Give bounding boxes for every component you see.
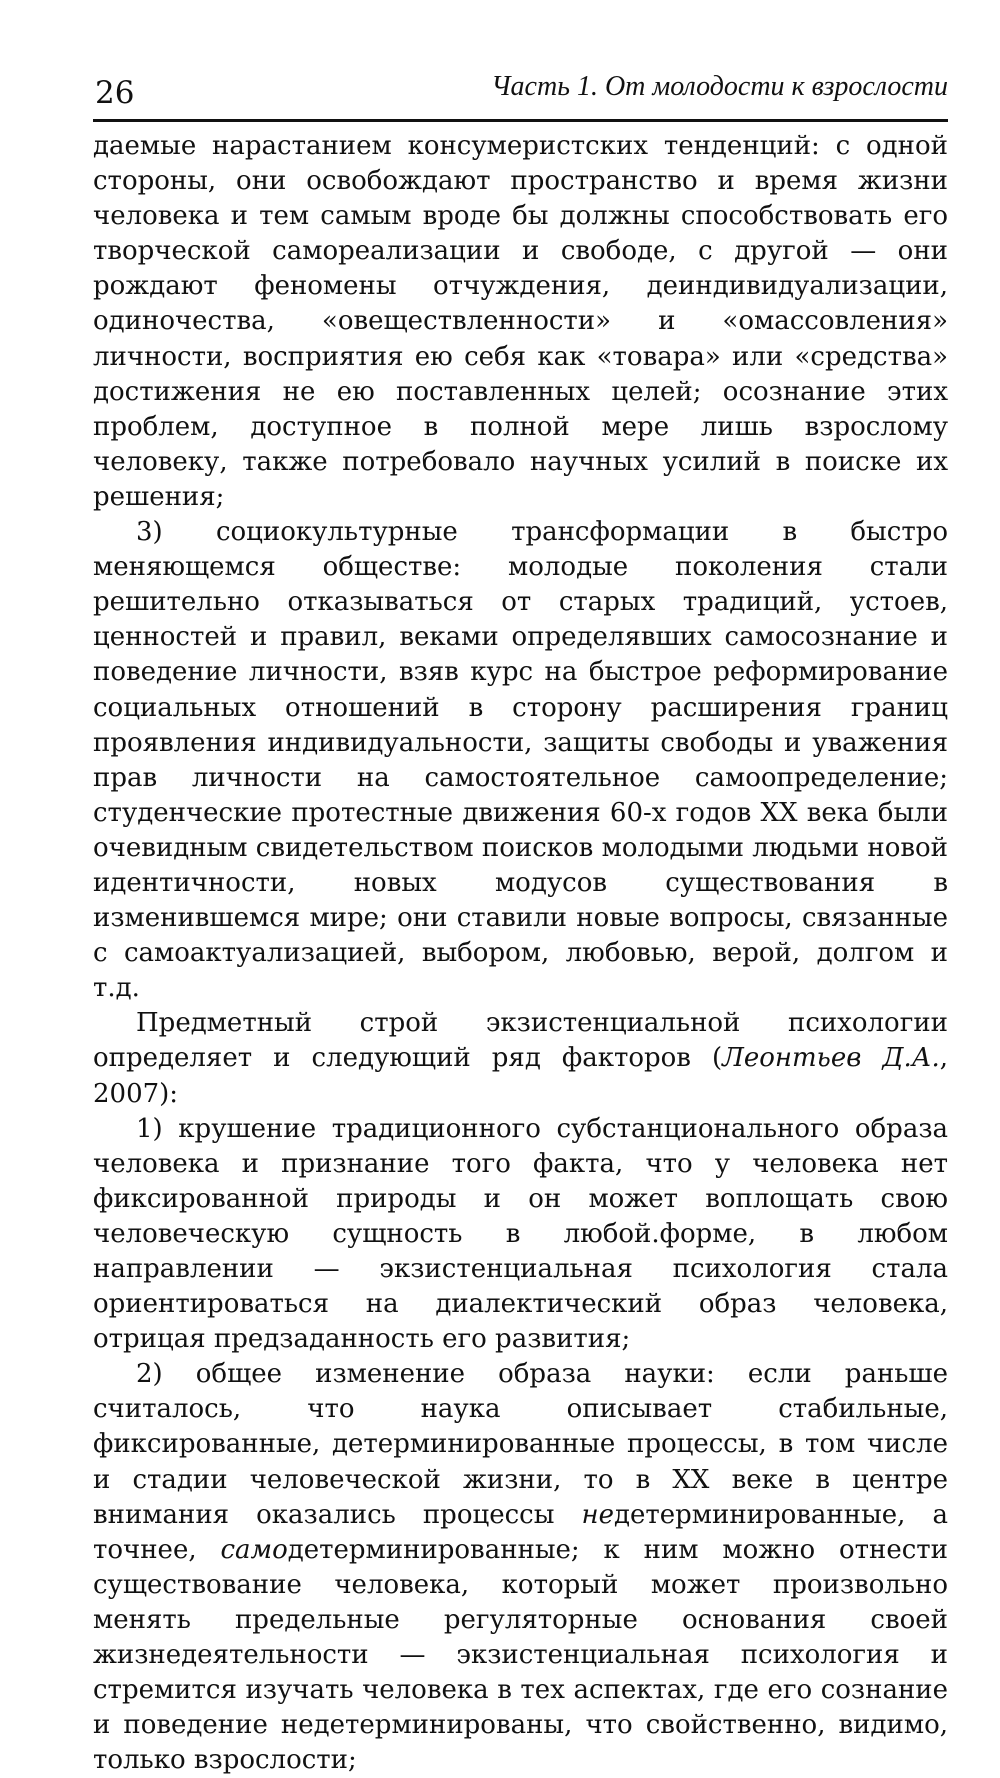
emphasis-prefix: само: [220, 1534, 288, 1565]
paragraph-text: 2) общее изменение образа науки: если раньше считалось, что наука описывает стабильные, фиксированные, детерминированные процессы, в том числе и стадии человеческой жизни, то в XX веке в центре внимания оказались процессы: [93, 1359, 948, 1530]
page-header: [93, 62, 948, 112]
paragraph: [93, 1357, 948, 1778]
page-number: 26: [95, 75, 135, 111]
paragraph-text: 1) крушение традиционного субстанционального образа человека и признание того факта, что у человека нет фиксированной природы и он может воплощать свою человеческую сущность в любой.форме, в любом направлении — экзистенциальная психология стала ориентироваться на диалектический образ человека, отрицая предзаданность его развития;: [93, 1113, 948, 1355]
citation-author: Леонтьев Д.А.: [722, 1043, 940, 1074]
paragraph-text: 3) социокультурные трансформации в быстро меняющемся обществе: молодые поколения стали решительно отказываться от старых традиций, устоев, ценностей и правил, веками определявших самосознание и поведение личности, взяв курс на быстрое реформирование социальных отношений в сторону расширения границ проявления индивидуальности, защиты свободы и уважения прав личности на самостоятельное самоопределение; студенческие протестные движения 60-х годов XX века были очевидным свидетельством поисков молодыми людьми новой идентичности, новых модусов существования в изменившемся мире; они ставили новые вопросы, связанные с самоактуализацией, выбором, любовью, верой, долгом и т.д.: [93, 517, 948, 1004]
body-text: [93, 129, 948, 1778]
paragraph-text: детерминированные, а точнее,: [93, 1499, 948, 1565]
paragraph-text: , 2007):: [93, 1043, 948, 1109]
paragraph-text: Предметный строй экзистенциальной психологии определяет и следующий ряд факторов (: [93, 1008, 948, 1074]
paragraph: [93, 515, 948, 1006]
paragraph: [93, 1112, 948, 1358]
running-title: Часть 1. От молодости к взрослости: [491, 71, 948, 102]
paragraph: [93, 1006, 948, 1111]
paragraph-text: даемые нарастанием консумеристских тенденций: с одной стороны, они освобождают пространство и время жизни человека и тем самым вроде бы должны способствовать его творческой самореализации и свободе, с другой — они рождают феномены отчуждения, деиндивидуализации, одиночества, «овеществленности» и «омассовления» личности, восприятия ею себя как «товара» или «средства» достижения не ею поставленных целей; осознание этих проблем, доступное в полной мере лишь взрослому человеку, также потребовало научных усилий в поиске их решения;: [93, 131, 948, 512]
emphasis-prefix: не: [581, 1499, 614, 1530]
paragraph-text: детерминированные; к ним можно отнести существование человека, который может произвольно менять предельные регуляторные основания своей жизнедеятельности — экзистенциальная психология и стремится изучать человека в тех аспектах, где его сознание и поведение недетерминированы, что свойственно, видимо, только взрослости;: [93, 1534, 949, 1776]
header-divider: [93, 119, 948, 122]
paragraph: [93, 129, 948, 515]
